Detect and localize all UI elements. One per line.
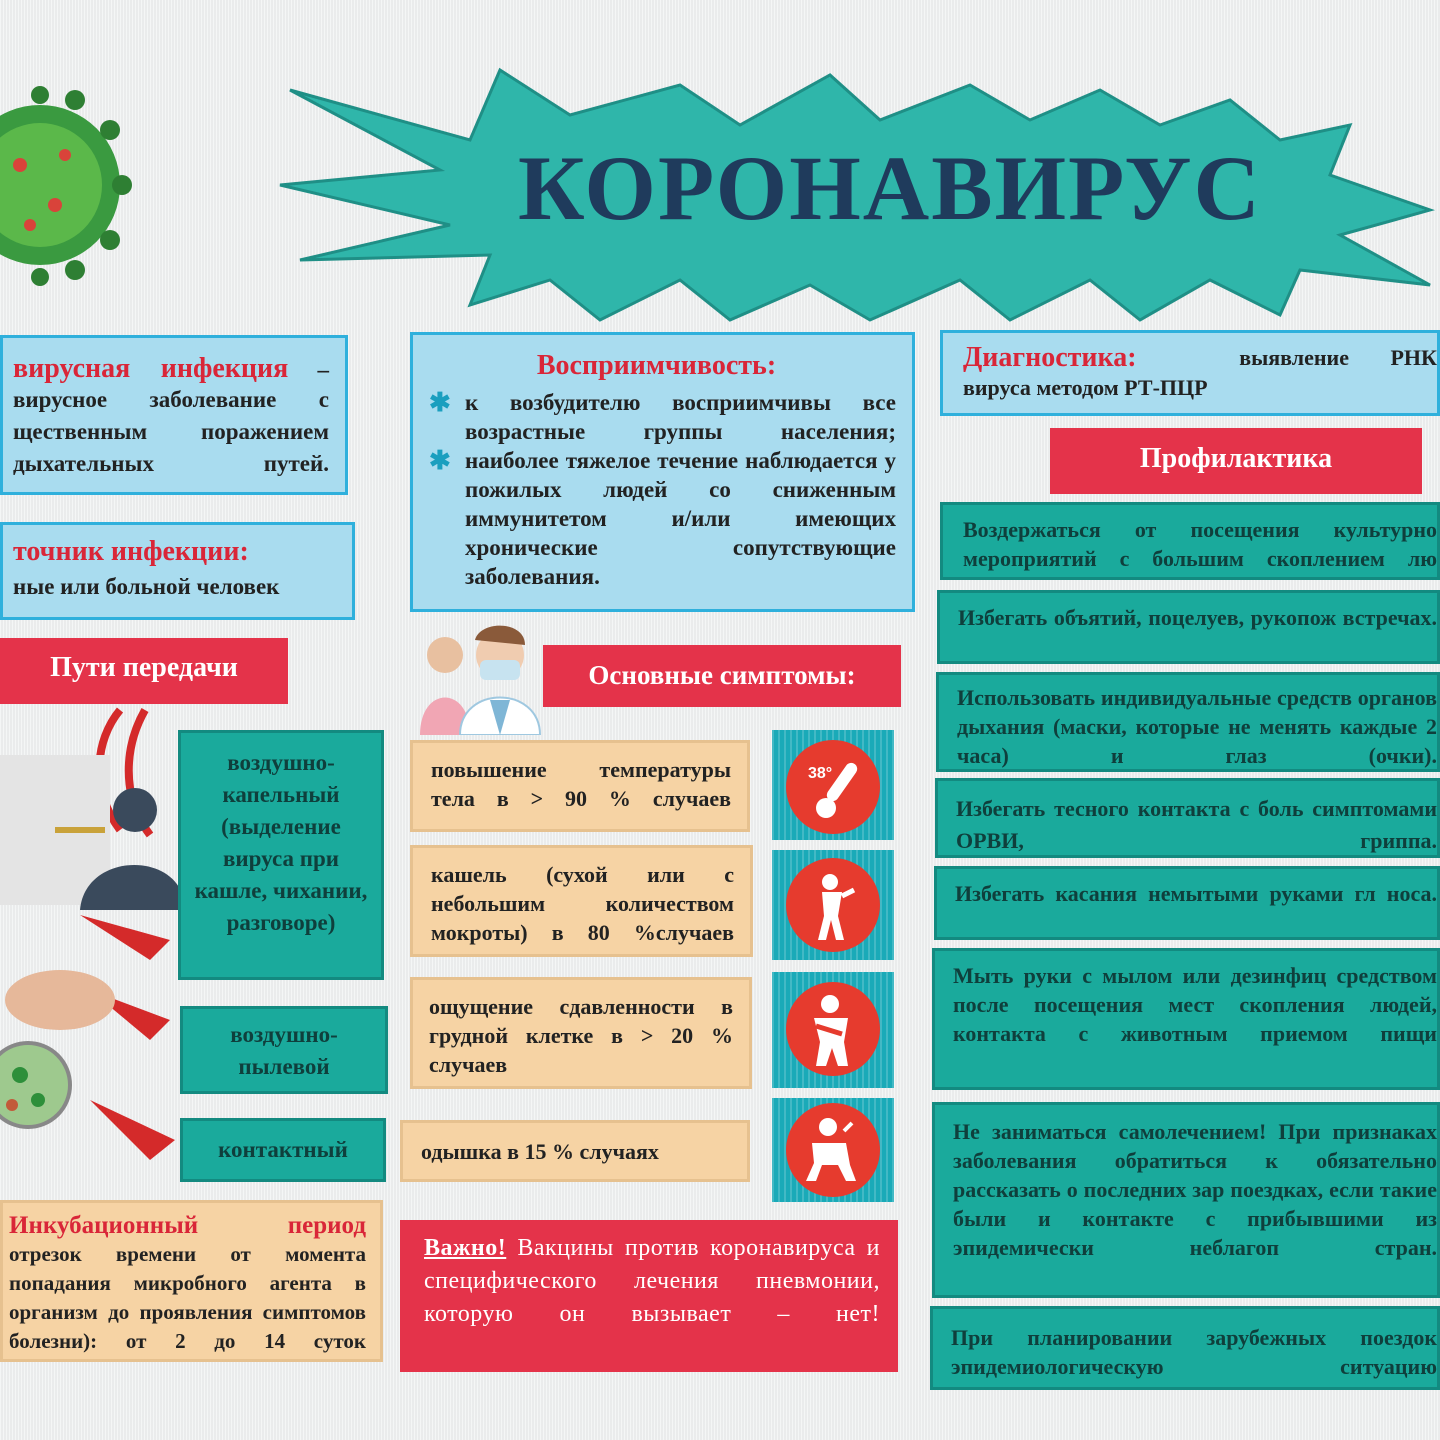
prevention-text: Избегать тесного контакта с боль симптомами ОРВИ, гриппа. [956,796,1437,853]
prevention-item-7 [932,1102,1440,1298]
incubation-box [0,1200,383,1362]
cough-icon [786,858,880,952]
incubation-heading-2: период [287,1212,366,1239]
susceptibility-item: ✱ к возбудителю восприимчивы все возрастные группы населения; [417,388,896,446]
susceptibility-item: ✱ наиболее тяжелое течение наблюдается у пожилых людей со сниженным иммунитетом и/или имеющих хронические сопутствующие заболевания. [417,446,896,591]
transmission-illustration [0,700,185,1200]
prevention-item-1 [940,502,1440,580]
title-banner [270,65,1440,330]
prevention-item-6 [932,948,1440,1090]
virus-illustration [0,55,140,315]
symptom-label: кашель (сухой или с небольшим количеством мокроты) в 80 %случаев [431,862,734,945]
prevention-text: Мыть руки с мылом или дезинфиц средством после посещения мест скопления людей, контакта с животным приемом пищи [953,963,1437,1046]
symptom-icon-tile-2 [772,850,894,960]
diagnostics-heading: Диагностика: [963,342,1137,373]
symptom-label: ощущение сдавленности в грудной клетке в > 20 % случаев [429,994,733,1077]
important-body: Вакцины против коронавируса и специфического лечения пневмонии, которую он вызывает – нет! [424,1235,881,1327]
route-contact [180,1118,386,1182]
definition-heading: вирусная инфекция [13,353,289,384]
prevention-heading: Профилактика [1050,428,1422,494]
page-title: КОРОНАВИРУС [518,137,1262,239]
susceptibility-heading: Восприимчивость: [536,350,777,381]
symptom-text-4 [400,1120,750,1182]
incubation-body: отрезок времени от момента попадания микробного агента в организм до проявления симптомов болезни): от 2 до 14 суток [9,1242,366,1353]
diagnostics-box [940,330,1440,416]
prevention-item-4 [935,778,1440,858]
route-dust [180,1006,388,1094]
symptom-text-3 [410,977,752,1089]
symptom-icon-tile-1 [772,730,894,840]
definition-body: вирусное заболевание с щественным поражением дыхательных путей. [13,387,329,476]
route-airborne [178,730,384,980]
symptom-icon-tile-4 [772,1098,894,1202]
definition-dash: – [317,357,330,382]
symptom-label: повышение температуры тела в > 90 % случаев [431,757,731,811]
source-body: ные или больной человек [13,574,280,599]
prevention-text: Воздержаться от посещения культурно мероприятий с большим скоплением лю [963,517,1437,571]
prevention-text: Использовать индивидуальные средств органов дыхания (маски, которые не менять каждые 2 часа) и глаз (очки). [957,685,1437,768]
symptom-icon-tile-3 [772,972,894,1088]
breathless-icon [786,1103,880,1197]
prevention-item-8 [930,1306,1440,1390]
prevention-item-5 [934,866,1440,940]
symptom-text-2 [410,845,753,957]
prevention-item-3 [936,672,1440,772]
thermometer-label: 38° [808,765,833,782]
important-label: Важно! [424,1235,507,1261]
symptom-label: одышка в 15 % случаях [421,1139,659,1164]
prevention-text: Не заниматься самолечением! При признаках заболевания обратиться к обязательно рассказать о последних зар поездках, если такие были и контакте с прибывшими из эпидемически неблагоп стран. [953,1119,1437,1260]
chest-pain-icon [786,982,880,1076]
diagnostics-body-1: выявление РНК [1239,345,1437,370]
definition-box [0,335,348,495]
route-airborne-text: воздушно-капельный (выделение вируса при кашле, чихании, разговоре) [194,750,368,935]
prevention-text: При планировании зарубежных поездок эпидемиологическую ситуацию [951,1325,1437,1379]
transmission-heading: Пути передачи [0,638,288,704]
source-heading: точник инфекции: [13,536,249,567]
doctor-illustration [405,615,545,735]
prevention-text: Избегать объятий, поцелуев, рукопож встречах. [958,605,1437,630]
symptom-text-1 [410,740,750,832]
symptoms-heading: Основные симптомы: [543,645,901,707]
thermometer-icon [786,740,880,834]
route-contact-text: контактный [218,1137,348,1162]
diagnostics-body-2: вируса методом РТ-ПЦР [963,375,1208,400]
prevention-text: Избегать касания немытыми руками гл носа. [955,881,1437,906]
route-dust-text: воздушно-пылевой [230,1022,338,1079]
prevention-item-2 [937,590,1440,664]
incubation-heading: Инкубационный [9,1212,199,1239]
susceptibility-box [410,332,915,612]
important-box [400,1220,898,1372]
source-box [0,522,355,620]
